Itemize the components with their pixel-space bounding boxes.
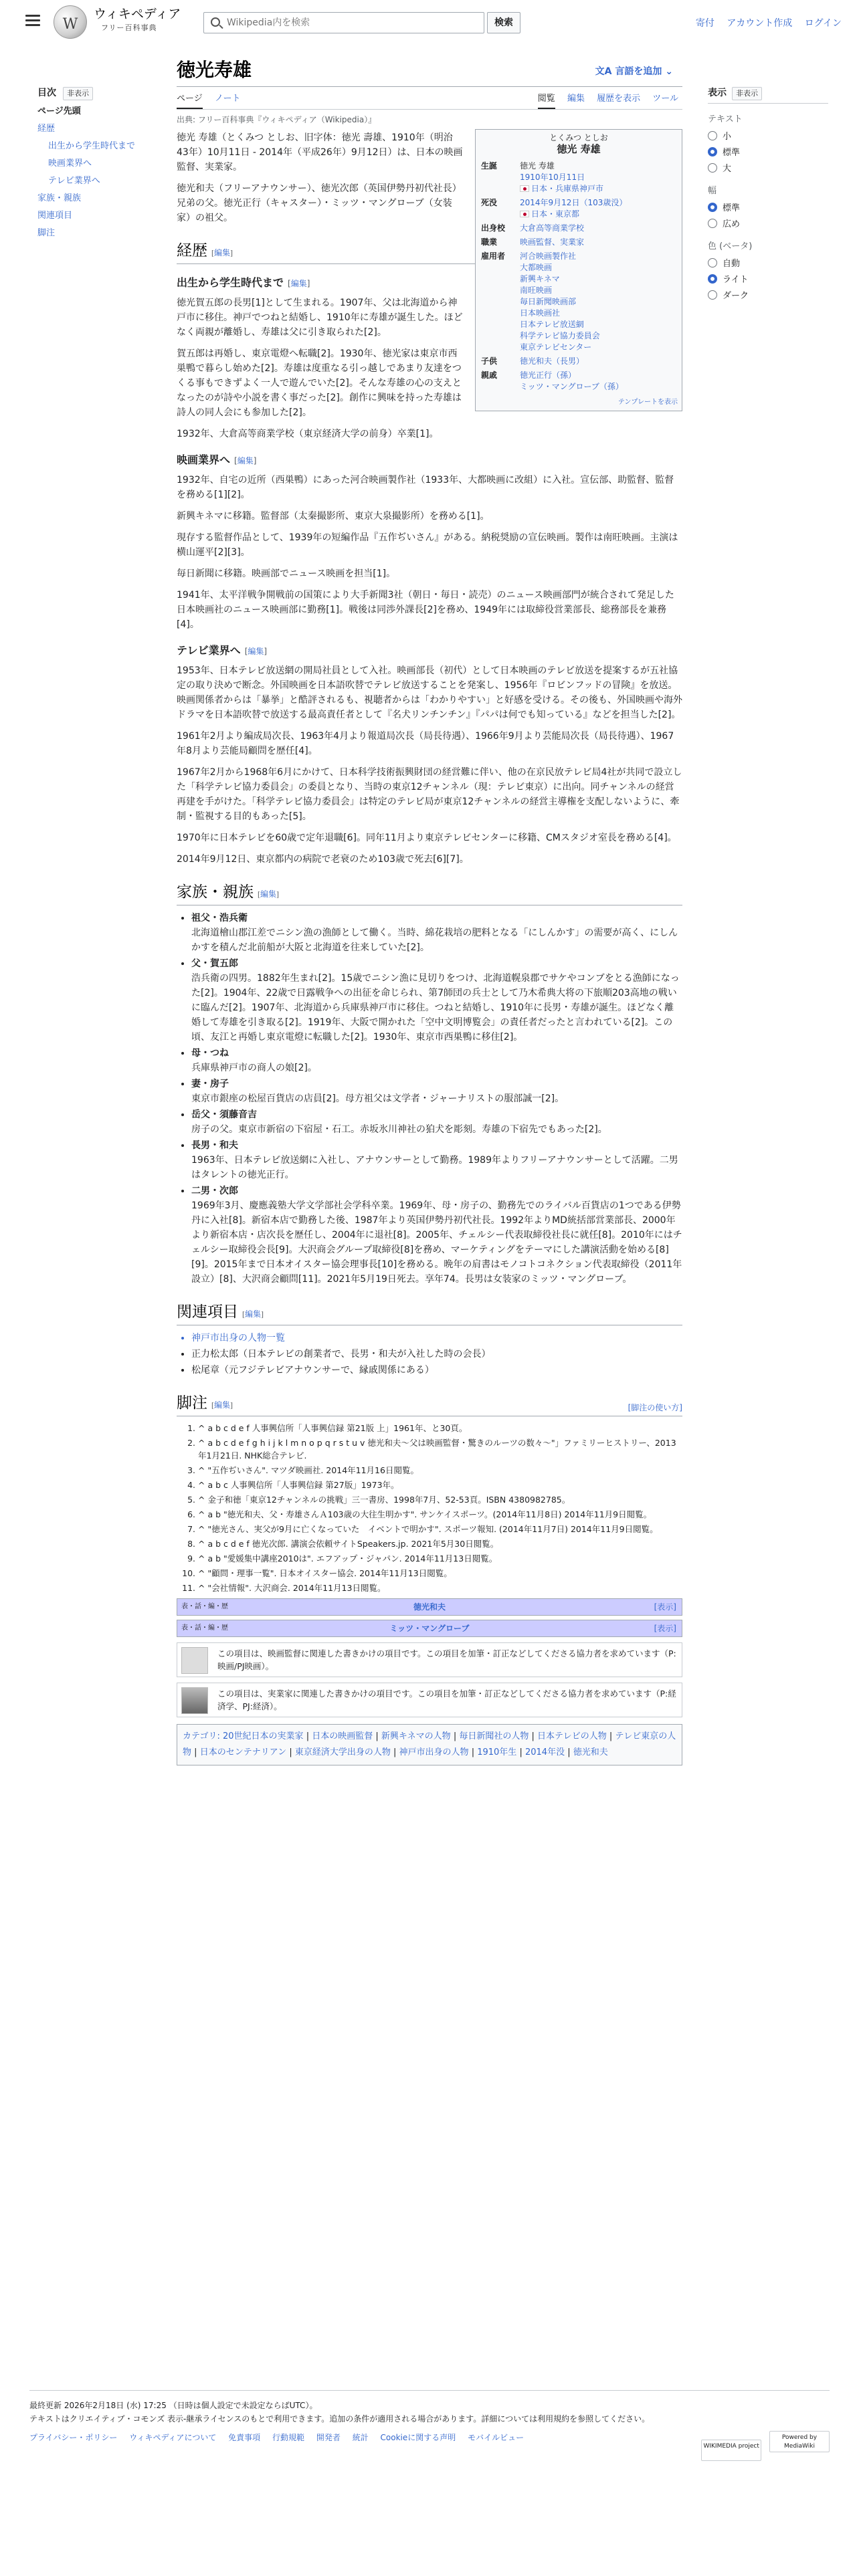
reference-item: 5. ^ 金子和徳「東京12チャンネルの挑戦」三一書房、1998年7月、52-53頁。ISBN 4380982785。: [198, 1493, 682, 1506]
section-related: 関連項目 [編集]: [177, 1301, 682, 1325]
reference-item: 7. ^ "徳光さん、実父が9月に亡くなっていた イベントで明かす". スポーツ報知. (2014年11月7日) 2014年11月9日閲覧。: [198, 1523, 682, 1535]
footer-badges: [696, 2431, 830, 2461]
section-birth: 出生から学生時代まで [編集]: [177, 276, 310, 290]
category-link[interactable]: 20世紀日本の実業家: [223, 1731, 304, 1742]
footer-link[interactable]: Cookieに関する声明: [380, 2433, 456, 2442]
footer-link[interactable]: ウィキペディアについて: [129, 2433, 217, 2442]
category-link[interactable]: 2014年没: [524, 1747, 565, 1758]
tab-read[interactable]: 閲覧: [538, 94, 555, 109]
paragraph: 1970年に日本テレビを60歳で定年退職[6]。同年11月より東京テレビセンターに移籍、CMスタジオ室長を務める[4]。: [177, 833, 677, 844]
category-link[interactable]: 東京経済大学出身の人物: [294, 1747, 391, 1758]
category-link[interactable]: 徳光和夫: [573, 1747, 608, 1758]
edit-link[interactable]: 編集: [260, 889, 277, 899]
category-link[interactable]: 日本テレビの人物: [537, 1731, 607, 1742]
family-list: [191, 911, 682, 1287]
width-wide-radio[interactable]: 広め: [708, 219, 828, 231]
category-link[interactable]: 毎日新聞社の人物: [459, 1731, 529, 1742]
add-language-button[interactable]: 文A 言語を追加 ⌄: [595, 66, 673, 77]
references-list: [198, 1422, 682, 1594]
section-tv: テレビ業界へ [編集]: [177, 644, 268, 657]
text-size-large-radio[interactable]: 大: [708, 163, 828, 175]
footer-link[interactable]: 統計: [352, 2433, 369, 2442]
reference-item: 3. ^ "五作ぢいさん". マツダ映画社. 2014年11月16日閲覧。: [198, 1464, 682, 1477]
stub-notice-film: この項目は、映画監督に関連した書きかけの項目です。この項目を加筆・訂正などしてくださる協力者を求めています（P:映画/PJ映画）。: [177, 1642, 682, 1677]
toc-hide-button[interactable]: 非表示: [63, 87, 93, 100]
search-box[interactable]: [203, 12, 484, 33]
mediawiki-badge[interactable]: Powered by MediaWiki: [769, 2431, 830, 2452]
width-standard-radio[interactable]: 標準: [708, 203, 828, 215]
reference-item: 9. ^ a b "愛媛集中講座2010は". エフアップ・ジャパン. 2014年11月13日閲覧。: [198, 1552, 682, 1565]
infobox-name: 徳光 寿雄: [557, 143, 601, 156]
reference-item: 8. ^ a b c d e f 徳光次郎. 講演会依頼サイトSpeakers.jp. 2021年5月30日閲覧。: [198, 1537, 682, 1550]
footer-link[interactable]: 開発者: [316, 2433, 341, 2442]
footer-link[interactable]: プライバシー・ポリシー: [29, 2433, 118, 2442]
color-light-radio[interactable]: ライト: [708, 274, 828, 286]
toc-item-top[interactable]: ページ先頭: [37, 106, 81, 117]
page-footer: [29, 2390, 830, 2450]
stub-notice-business: この項目は、実業家に関連した書きかけの項目です。この項目を加筆・訂正などしてくださる協力者を求めています（P:経済学、PJ:経済）。: [177, 1683, 682, 1717]
toc-title: 目次: [37, 88, 56, 98]
paragraph: 賀五郎は再婚し、東京電燈へ転職[2]。1930年、徳光家は東京市西巣鴨で暮らし始めた[2]。寿雄は度重なる引っ越しであまり友達をつくる事もできずよく一人で遊んでいた[2]。そんな寿雄の心の支えとなったのが詩や小説を書く事だった[2]。創作に興味を持った寿雄は詩人の同人会にも参加した[2]。: [177, 348, 462, 419]
paragraph: 1953年、日本テレビ放送網の開局社員として入社。映画部長（初代）として日本映画のテレビ放送を提案するが五社協定の取り決めで断念。外国映画を日本語吹替でテレビ放送することを発案し、1956年『ロビンフッドの冒険』を放送。映画関係者からは「暴挙」と酷評されるも、視聴者からは「わかりやすい」と好感を受ける。その後も、外国映画や海外ドラマを日本語吹替で放送する最高責任者として『名犬リンチンチン』『パパは何でも知っている』などを担当した[2]。: [177, 665, 682, 721]
navbox-vte[interactable]: 表・話・編・歴: [181, 1624, 228, 1632]
paragraph: 新興キネマに移籍。監督部（太秦撮影所、東京大泉撮影所）を務める[1]。: [177, 511, 490, 522]
related-item[interactable]: • 松尾章（元フジテレビアナウンサーで、縁戚関係にある）: [191, 1363, 682, 1378]
main-menu-icon[interactable]: [25, 15, 40, 27]
last-modified: 最終更新 2026年2月18日 (水) 17:25 （日時は個人設定で未設定ならばUTC）。: [29, 2401, 318, 2410]
tab-edit[interactable]: 編集: [567, 94, 585, 104]
paragraph: 1941年、太平洋戦争開戦前の国策により大手新聞3社（朝日・毎日・読売）のニュース映画部門が統合されて発足した日本映画社のニュース映画部に勤務[1]。戦後は同渉外課長[2]を務め、1949年には取締役営業部長、総務部長を兼務[4]。: [177, 590, 674, 631]
paragraph: 1967年2月から1968年6月にかけて、日本科学技術振興財団の経営難に伴い、他の在京民放テレビ局4社が共同で設立した「科学テレビ協力委員会」の委員となり、当時の東京12チャンネル（現：テレビ東京）に出向。同チャンネルの経営再建を手がけた。「科学テレビ協力委員会」は特定のテレビ局が東京12チャンネルの経営主導権を支配しないように、牽制・監視する目的もあった[5]。: [177, 767, 682, 823]
create-account-link[interactable]: アカウント作成: [727, 18, 793, 29]
table-of-contents: [37, 86, 158, 239]
color-label: 色 (ベータ): [708, 241, 753, 251]
category-link[interactable]: 日本のセンテナリアン: [199, 1747, 287, 1758]
toc-item-related[interactable]: 関連項目: [37, 211, 73, 221]
related-item[interactable]: • 神戸市出身の人物一覧: [191, 1331, 682, 1346]
personal-tools: [686, 16, 842, 31]
category-box: カテゴリ: 20世紀日本の実業家 | 日本の映画監督 | 新興キネマの人物 | 毎日新聞社の人物 | 日本テレビの人物 | テレビ東京の人物 | 日本のセンテナリアン | 東京経済大学出身の人物 | 神戸市出身の人物 | 1910年生 | 2014年没 | 徳光和夫: [177, 1724, 682, 1765]
section-film: 映画業界へ [編集]: [177, 453, 257, 467]
related-list: [191, 1331, 682, 1378]
edit-link[interactable]: 編集: [290, 279, 307, 289]
paragraph: 1932年、大倉高等商業学校（東京経済大学の前身）卒業[1]。: [177, 429, 439, 440]
toc-item-family[interactable]: 家族・親族: [37, 193, 82, 204]
logo-subtitle: フリー百科事典: [101, 23, 157, 32]
wikipedia-logo-icon[interactable]: W: [54, 5, 87, 39]
intro-paragraph-2: 徳光和夫（フリーアナウンサー）、徳光次郎（英国伊勢丹初代社長）兄弟の父。徳光正行（キャスター）・ミッツ・マングローブ（女装家）の祖父。: [177, 183, 462, 224]
portrait-icon: [181, 1687, 208, 1714]
list-item: • 妻・房子 東京市銀座の松屋百貨店の店員[2]。母方祖父は文学者・ジャーナリストの服部誠一[2]。: [191, 1077, 682, 1106]
paragraph: 徳光賀五郎の長男[1]として生まれる。1907年、父は北海道から神戸市に移住。神戸でつねと結婚し、1910年に寿雄が誕生した。ほどなく両親が離婚し、寿雄は父に引き取られた[2]。: [177, 298, 463, 338]
logo-title[interactable]: ウィキペディア: [94, 7, 181, 21]
reference-item: 10. ^ "顧問・理事一覧". 日本オイスター協会. 2014年11月13日閲覧。: [198, 1567, 682, 1580]
appearance-title: 表示: [708, 88, 727, 98]
section-career: 経歴 [編集]: [177, 240, 682, 264]
search-input[interactable]: [227, 15, 474, 30]
page-title: 徳光寿雄: [177, 58, 682, 87]
tab-talk[interactable]: ノート: [214, 94, 241, 104]
paragraph: 毎日新聞に移籍。映画部でニュース映画を担当[1]。: [177, 568, 396, 580]
search-button[interactable]: 検索: [487, 12, 520, 33]
intro-paragraph: 徳光 寿雄（とくみつ としお、旧字体：徳光 壽雄、1910年（明治43年）10月11日 - 2014年（平成26年）9月12日）は、日本の映画監督、実業家。: [177, 132, 463, 173]
footer-link[interactable]: モバイルビュー: [468, 2433, 524, 2442]
toc-item-film[interactable]: 映画業界へ: [48, 158, 92, 169]
reference-item: 1. ^ a b c d e f 人事興信所「人事興信録 第21版 上」1961年、と30頁。: [198, 1422, 682, 1434]
donate-link[interactable]: 寄付: [695, 18, 714, 29]
list-item: • 母・つね 兵庫県神戸市の商人の娘[2]。: [191, 1046, 682, 1075]
paragraph: 1932年、自宅の近所（西巣鴨）にあった河合映画製作社（1933年、大都映画に改組）に入社。宣伝部、助監督、監督を務める[1][2]。: [177, 475, 674, 501]
category-link[interactable]: テレビ東京の人物: [183, 1731, 676, 1758]
color-dark-radio[interactable]: ダーク: [708, 290, 828, 302]
film-camera-icon: [181, 1647, 208, 1674]
appearance-hide-button[interactable]: 非表示: [732, 87, 762, 100]
related-item[interactable]: • 正力松太郎（日本テレビの創業者で、長男・和夫が入社した時の会長）: [191, 1347, 682, 1362]
list-item: • 長男・和夫 1963年、日本テレビ放送網に入社し、アナウンサーとして勤務。1989年よりフリーアナウンサーとして活躍。二男はタレントの徳光正行。: [191, 1138, 682, 1182]
search-icon: [211, 17, 220, 27]
list-item: • 父・賀五郎 浩兵衛の四男。1882年生まれ[2]。15歳でニシン漁に見切りをつけ、北海道幌泉郡でサケやコンブをとる漁師になった[2]。1904年、22歳で日露戦争への出征を命じられ、第7師団の兵士として乃木希典大将の下旅順203高地の戦いに臨んだ[2]。1907年、北海道から兵庫県神戸市に移住。つねと結婚し、1910年に長男・寿雄が誕生。ほどなく離婚して寿雄を引き取る[2]。1919年、大阪で開かれた「空中文明博覧会」の責任者だったと言われている[2]。この頃、友江と再婚し東京電燈に転職した[2]。1930年、東京市西巣鴨に移住[2]。: [191, 956, 682, 1045]
page-tabs: [177, 87, 682, 110]
footer-link[interactable]: 行動規範: [272, 2433, 305, 2442]
toc-item-tv[interactable]: テレビ業界へ: [48, 176, 100, 187]
edit-link[interactable]: 編集: [237, 456, 254, 466]
toc-item-birth[interactable]: 出生から学生時代まで: [48, 141, 136, 152]
paragraph: 1961年2月より編成局次長、1963年4月より報道局次長（局長待遇）、1966年9月より芸能局次長（局長待遇）、1967年8月より芸能局顧問を歴任[4]。: [177, 731, 674, 757]
toc-item-notes[interactable]: 脚注: [37, 228, 56, 239]
category-link[interactable]: 日本の映画監督: [312, 1731, 373, 1742]
infobox: [475, 129, 682, 411]
reference-item: 4. ^ a b c 人事興信所「人事興信録 第27版」1973年。: [198, 1479, 682, 1491]
paragraph: 現存する監督作品として、1939年の短編作品『五作ぢいさん』がある。納税奨励の宣伝映画。製作は南旺映画。主演は横山運平[2][3]。: [177, 532, 678, 558]
navbox-show-button[interactable]: [表示]: [654, 1602, 676, 1612]
edit-link[interactable]: 編集: [245, 1309, 262, 1319]
infobox-kana: とくみつ としお: [549, 133, 608, 143]
category-link[interactable]: 新興キネマの人物: [381, 1731, 451, 1742]
reference-item: 6. ^ a b "徳光和夫、父・寿雄さんＡ103歳の大往生明かす". サンケイスポーツ。(2014年11月8日) 2014年11月9日閲覧。: [198, 1508, 682, 1521]
notes-help-link[interactable]: [脚注の使い方]: [628, 1403, 682, 1413]
navbox-kazuo: [177, 1598, 682, 1616]
login-link[interactable]: ログイン: [804, 18, 842, 29]
text-size-small-radio[interactable]: 小: [708, 131, 828, 143]
site-header: [0, 0, 859, 45]
template-link[interactable]: テンプレートを表示: [617, 399, 678, 407]
tab-history[interactable]: 履歴を表示: [597, 94, 641, 104]
categories-label[interactable]: カテゴリ:: [183, 1731, 220, 1742]
reference-item: 11. ^ "会社情報". 大沢商会. 2014年11月13日閲覧。: [198, 1582, 682, 1594]
infobox-table: 生誕 徳光 寿雄 1910年10月11日 日本・兵庫県神戸市 死没 2014年9月12日（103歳没） 日本・東京都 出身校 大倉高等商業学校 職業 映画監督、実業家 雇用者 河合映画製作社 大都映画 新興キネマ 南旺映画 毎日新聞映画部 日本映画社 日本テレビ放送網 科学テレビ協力委員会 東京テレビセンター 子供 徳光和夫（長男） 親戚 徳光正行（孫） ミッツ・マングローブ（孫）: [481, 161, 628, 392]
japan-flag-icon: [520, 185, 529, 192]
source-note: 出典: フリー百科事典『ウィキペディア（Wikipedia）』: [177, 115, 377, 124]
edit-link[interactable]: 編集: [248, 647, 264, 657]
japan-flag-icon: [520, 211, 529, 217]
tab-page[interactable]: ページ: [177, 94, 203, 109]
main-content: [177, 58, 682, 1765]
navbox-mitz: [177, 1620, 682, 1637]
toc-item-career[interactable]: 経歴: [37, 124, 56, 134]
footer-link[interactable]: 免責事項: [228, 2433, 261, 2442]
list-item: • 祖父・浩兵衛 北海道檜山郡江差でニシン漁の漁師として働く。当時、綿花栽培の肥料となる「にしんかす」の需要が高く、にしんかすを積んだ北前船が大阪と北海道を往来していた[2]。: [191, 911, 682, 955]
edit-link[interactable]: 編集: [214, 248, 231, 258]
section-notes: 脚注 [編集]: [177, 1392, 682, 1416]
list-item: • 二男・次郎 1969年3月、慶應義塾大学文学部社会学科卒業。1969年、母・房子の、勤務先でのライバル百貨店の1つである伊勢丹に入社[8]。新宿本店で勤務した後、1987年より英国伊勢丹初代社長。1992年よりMD統括部営業部長、2000年より新宿本店・店次長を歴任し、2004年に退社[8]。2005年、チェルシー代表取締役社長に就任[8]。2010年にはチェルシー取締役会長[9]。大沢商会グループ取締役[8]を務め、マーケティングをテーマにした講演活動を始める[8][9]。2015年まで日本オイスター協会理事長[10]を務める。晩年の肩書はモノコトコネクション代表取締役（2011年設立）[8]、大沢商会顧問[11]。2021年5月19日死去。享年74。長男は女装家のミッツ・マングローブ。: [191, 1184, 682, 1287]
wikimedia-badge[interactable]: WIKIMEDIA project: [701, 2440, 761, 2461]
tab-tools[interactable]: ツール: [652, 94, 678, 104]
section-family: 家族・親族 [編集]: [177, 881, 682, 905]
color-auto-radio[interactable]: 自動: [708, 258, 828, 270]
width-label: 幅: [708, 186, 717, 197]
edit-link[interactable]: 編集: [214, 1400, 231, 1410]
navbox-title[interactable]: 徳光和夫: [413, 1602, 446, 1612]
text-size-standard-radio[interactable]: 標準: [708, 147, 828, 159]
appearance-panel: [708, 86, 828, 302]
category-link[interactable]: 1910年生: [477, 1747, 517, 1758]
text-size-label: テキスト: [708, 114, 743, 125]
navbox-show-button[interactable]: [表示]: [654, 1624, 676, 1634]
reference-item: 2. ^ a b c d e f g h i j k l m n o p q r s t u v 徳光和夫～父は映画監督・驚きのルーツの数々～"」ファミリーヒストリー、2013年1月21日. NHK総合テレビ.: [198, 1436, 682, 1462]
navbox-vte[interactable]: 表・話・編・歴: [181, 1603, 228, 1611]
category-link[interactable]: 神戸市出身の人物: [399, 1747, 469, 1758]
license-text: テキストはクリエイティブ・コモンズ 表示-継承ライセンスのもとで利用できます。追加の条件が適用される場合があります。詳細については利用規約を参照してください。: [29, 2414, 650, 2424]
list-item: • 岳父・須藤音吉 房子の父。東京市新宿の下宿屋・石工。赤坂氷川神社の狛犬を彫刻。寿雄の下宿先でもあった[2]。: [191, 1107, 682, 1137]
navbox-title[interactable]: ミッツ・マングローブ: [389, 1624, 470, 1634]
paragraph: 2014年9月12日、東京都内の病院で老衰のため103歳で死去[6][7]。: [177, 854, 469, 865]
